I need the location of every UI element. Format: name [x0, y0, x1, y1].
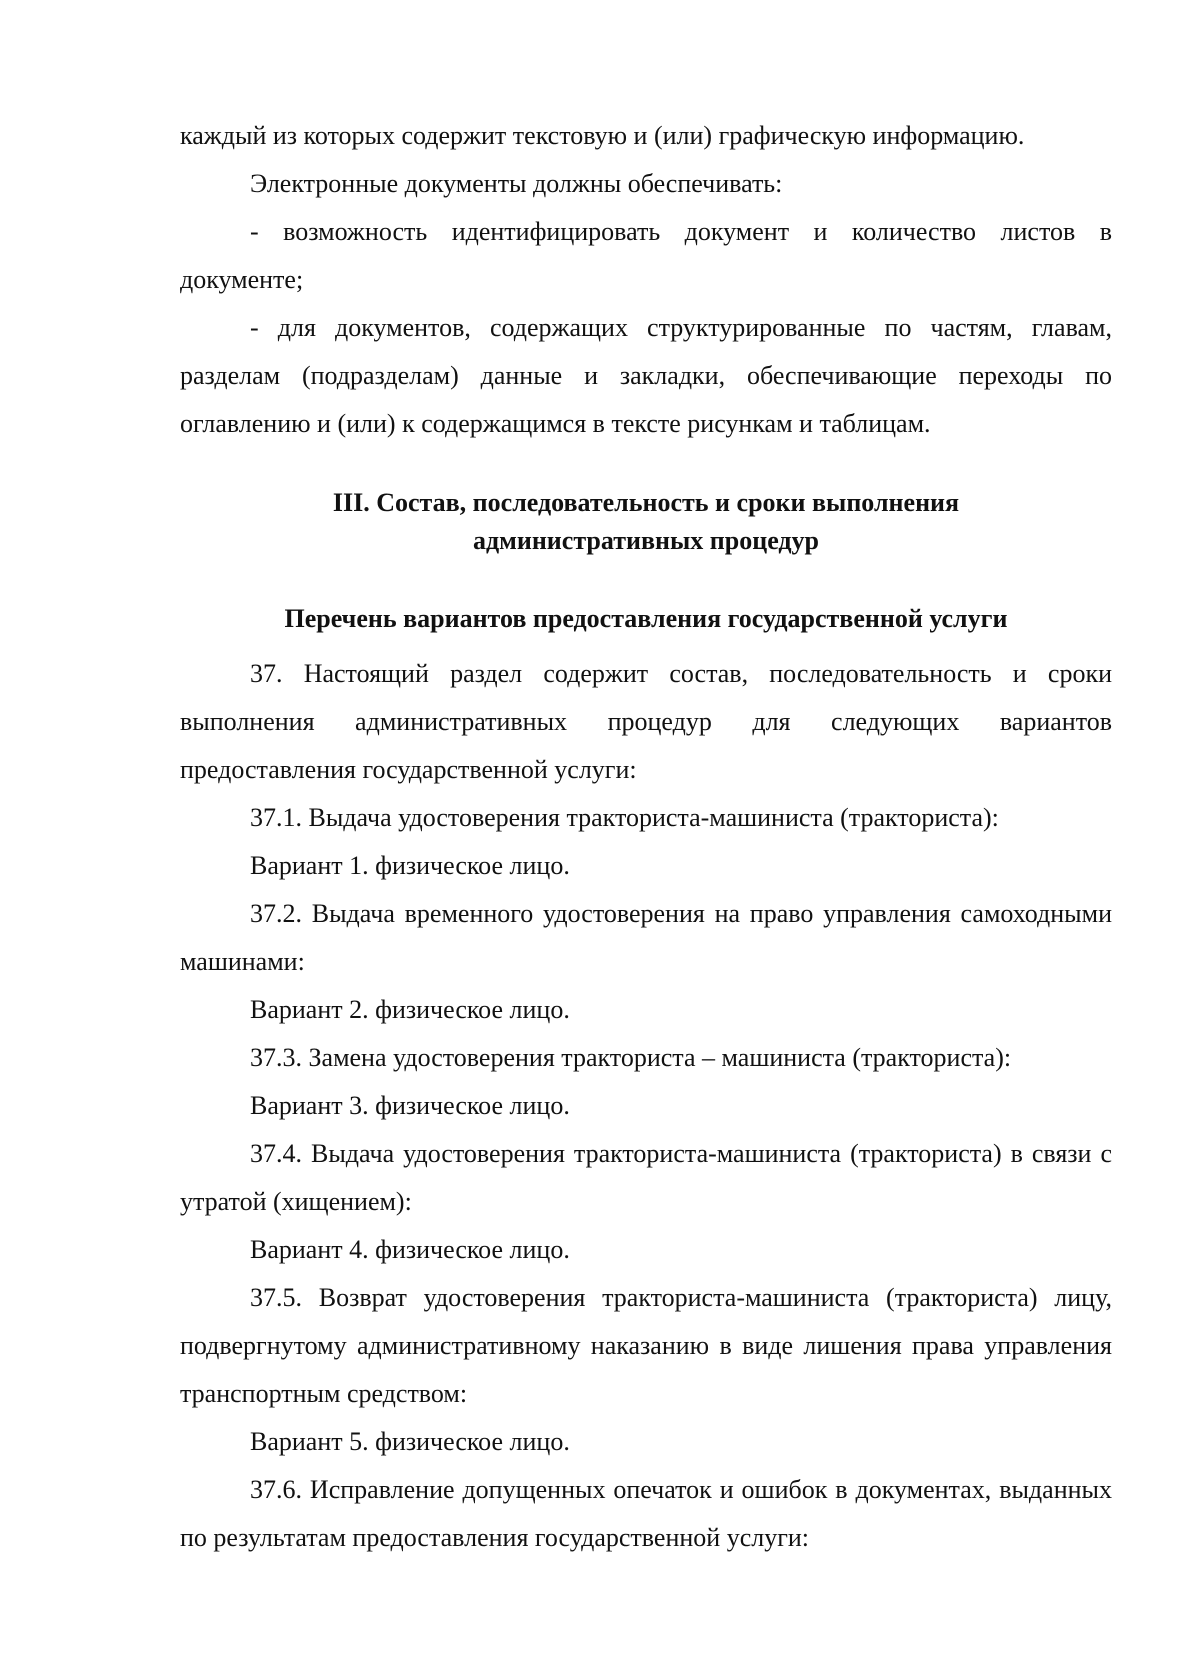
section-heading-line-2: административных процедур [472, 526, 820, 555]
paragraph-variant-3: Вариант 3. физическое лицо. [250, 1091, 570, 1120]
paragraph-variant-2: Вариант 2. физическое лицо. [250, 995, 570, 1024]
paragraph-variant-4: Вариант 4. физическое лицо. [250, 1235, 570, 1264]
paragraph-37-6: 37.6. Исправление допущенных опечаток и ошибок в документах, выданных по результатам предоставления государственной услуги: [180, 1475, 1112, 1552]
paragraph-identify-document: - возможность идентифицировать документ и количество листов в документе; [180, 217, 1112, 294]
subheading: Перечень вариантов предоставления государственной услуги [284, 604, 1008, 633]
paragraph-37-5: 37.5. Возврат удостоверения тракториста-машиниста (тракториста) лицу, подвергнутому административному наказанию в виде лишения права управления транспортным средством: [180, 1283, 1112, 1408]
paragraph-37-2: 37.2. Выдача временного удостоверения на право управления самоходными машинами: [180, 899, 1112, 976]
paragraph-electronic-docs: Электронные документы должны обеспечивать: [250, 169, 783, 198]
document-page [180, 112, 1112, 1562]
paragraph-variant-5: Вариант 5. физическое лицо. [250, 1427, 570, 1456]
paragraph-structured-docs: - для документов, содержащих структурированные по частям, главам, разделам (подразделам) данные и закладки, обеспечивающие переходы по оглавлению и (или) к содержащимся в тексте рисункам и таблицам. [180, 313, 1112, 438]
paragraph-continuation: каждый из которых содержит текстовую и (или) графическую информацию. [180, 121, 1025, 150]
section-heading [180, 484, 1112, 560]
paragraph-variant-1: Вариант 1. физическое лицо. [250, 851, 570, 880]
paragraph-37-4: 37.4. Выдача удостоверения тракториста-машиниста (тракториста) в связи с утратой (хищением): [180, 1139, 1112, 1216]
paragraph-37-3: 37.3. Замена удостоверения тракториста – машиниста (тракториста): [250, 1043, 1012, 1072]
paragraph-37-1: 37.1. Выдача удостоверения тракториста-машиниста (тракториста): [250, 803, 999, 832]
paragraph-37: 37. Настоящий раздел содержит состав, последовательность и сроки выполнения административных процедур для следующих вариантов предоставления государственной услуги: [180, 659, 1112, 784]
section-heading-line-1: III. Состав, последовательность и сроки выполнения [332, 488, 960, 517]
